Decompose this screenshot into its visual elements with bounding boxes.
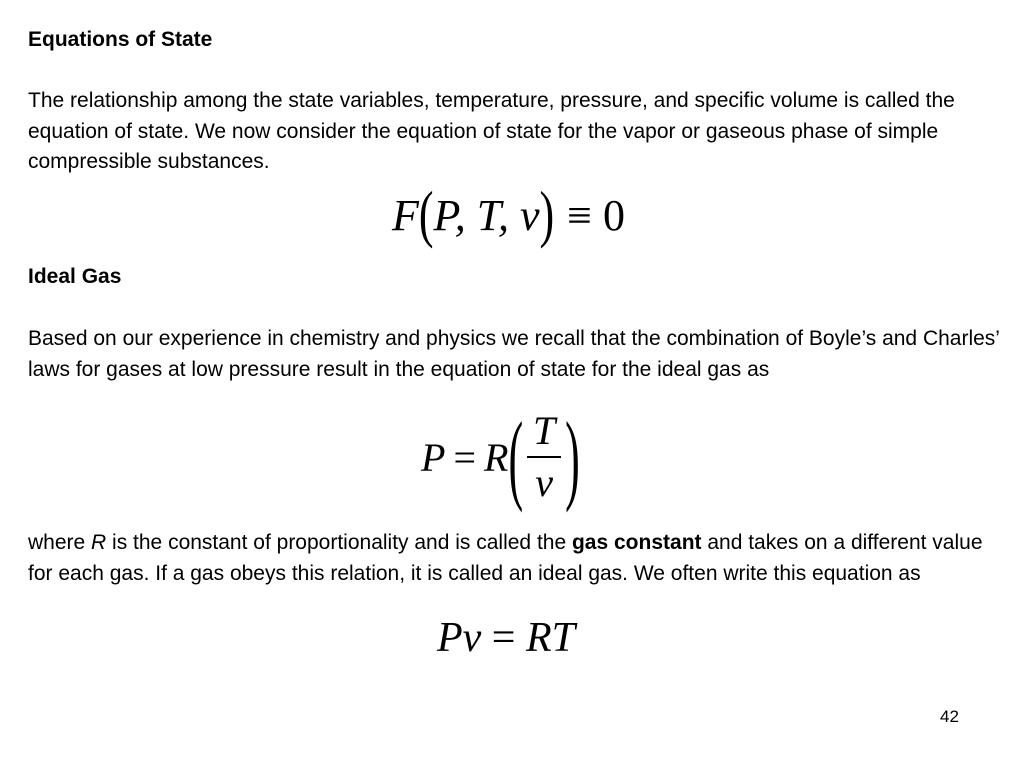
eq2-equals: = xyxy=(453,434,476,480)
eq2-lhs: P xyxy=(421,434,446,480)
eq2-left-paren: ( xyxy=(508,400,524,514)
eq1-identity-symbol: ≡ xyxy=(567,191,592,240)
eq2-fraction xyxy=(527,406,561,508)
section-heading-ideal-gas: Ideal Gas xyxy=(28,265,122,288)
eq1-right-paren: ) xyxy=(539,178,555,250)
paragraph-equation-of-state: The relationship among the state variables, temperature, pressure, and specific volume is called the equation of state. We now consider the equation of state for the vapor or gaseous phase of simple compressible substances. xyxy=(28,89,955,173)
para3-text-1: where xyxy=(28,531,92,554)
eq3-rhs: RT xyxy=(525,615,575,661)
equation-state-function xyxy=(392,178,625,250)
eq1-rhs: 0 xyxy=(602,191,625,240)
equation-pv-rt xyxy=(437,614,575,662)
section-heading-equations-of-state: Equations of State xyxy=(28,28,213,51)
eq2-numerator: T xyxy=(532,408,556,454)
eq1-function-symbol: F xyxy=(392,191,419,240)
eq1-left-paren: ( xyxy=(418,178,434,250)
eq2-gas-constant: R xyxy=(484,434,509,480)
eq2-denominator: v xyxy=(535,459,553,505)
para3-bold-gas-constant: gas constant xyxy=(571,531,702,554)
page-number: 42 xyxy=(940,707,959,726)
eq1-arguments: P, T, v xyxy=(433,191,540,240)
paragraph-gas-constant xyxy=(28,528,1003,589)
para3-symbol-r: R xyxy=(91,531,107,554)
para3-text-3: and takes on a different value for each gas. If a gas obeys this relation, it is called an ideal gas. We often write this equation as xyxy=(28,531,983,585)
equation-ideal-gas-fraction xyxy=(421,400,580,514)
para3-text-2: is the constant of proportionality and is called the xyxy=(106,531,572,554)
paragraph-ideal-gas: Based on our experience in chemistry and physics we recall that the combination of Boyle’s and Charles’ laws for gases at low pressure result in the equation of state for the ideal gas as xyxy=(28,327,1000,381)
eq2-right-paren: ) xyxy=(565,400,580,514)
eq3-lhs: Pv xyxy=(437,615,482,661)
eq3-equals: = xyxy=(491,615,516,661)
